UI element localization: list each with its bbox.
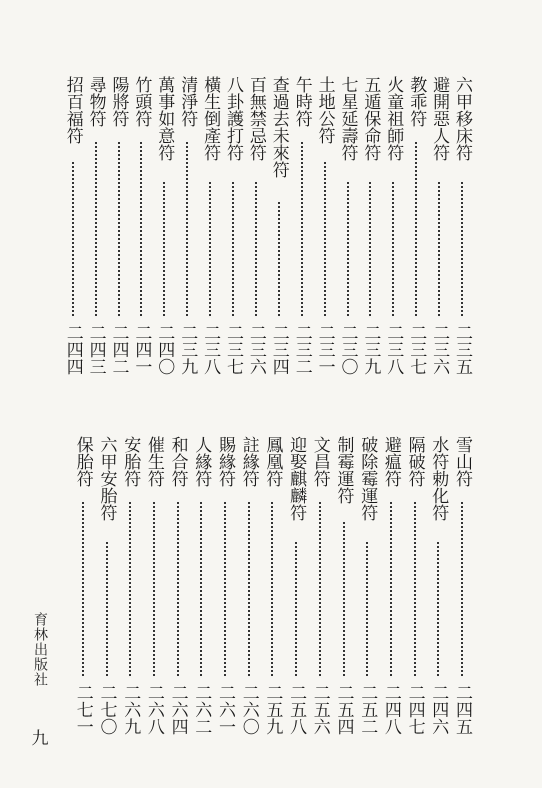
dot-leader	[461, 182, 463, 316]
toc-entry	[131, 76, 151, 386]
dot-leader	[95, 142, 97, 316]
entry-title: 避開惡人符	[429, 76, 450, 161]
dot-leader	[255, 182, 257, 316]
dot-leader	[414, 502, 416, 676]
toc-entry	[292, 76, 312, 386]
dot-leader	[224, 502, 226, 676]
dot-leader	[347, 182, 349, 316]
dot-leader	[200, 502, 202, 676]
entry-title: 安胎符	[120, 436, 141, 487]
dot-leader	[319, 502, 321, 676]
entry-page-number: 二三二	[291, 324, 312, 375]
dot-leader	[271, 502, 273, 676]
entry-title: 六甲安胎符	[96, 436, 117, 521]
toc-section-bottom	[0, 436, 542, 746]
dot-leader	[438, 182, 440, 316]
entry-page-number: 二五九	[262, 684, 283, 735]
toc-entry	[360, 76, 380, 386]
toc-entry	[154, 76, 174, 386]
entry-title: 百無禁忌符	[245, 76, 266, 161]
entry-page-number: 二五四	[333, 684, 354, 735]
publisher-name: 育林出版社	[32, 612, 48, 687]
toc-entry	[334, 436, 354, 746]
entry-page-number: 二三六	[429, 324, 450, 375]
dot-leader	[366, 542, 368, 676]
entry-page-number: 二三〇	[337, 324, 358, 375]
entry-page-number: 二四七	[404, 684, 425, 735]
entry-title: 迎娶麒麟符	[286, 436, 307, 521]
entry-page-number: 二三四	[268, 324, 289, 375]
entry-title: 隔破符	[404, 436, 425, 487]
entry-page-number: 二四八	[380, 684, 401, 735]
entry-title: 七星延壽符	[337, 76, 358, 161]
entry-title: 人緣符	[191, 436, 212, 487]
entry-page-number: 二七一	[72, 684, 93, 735]
toc-entry	[246, 76, 266, 386]
toc-entry	[405, 436, 425, 746]
toc-entry	[144, 436, 164, 746]
toc-entry	[381, 436, 401, 746]
toc-entry	[429, 76, 449, 386]
toc-entry	[223, 76, 243, 386]
entry-title: 六甲移床符	[452, 76, 472, 161]
toc-entry	[177, 76, 197, 386]
toc-entry	[200, 76, 220, 386]
toc-entry	[73, 436, 93, 746]
dot-leader	[72, 162, 74, 316]
entry-title: 文昌符	[309, 436, 330, 487]
toc-entry	[338, 76, 358, 386]
toc-entry	[269, 76, 289, 386]
page-number: 九	[31, 729, 49, 749]
entry-title: 雪山符	[452, 436, 472, 487]
entry-page-number: 二三七	[223, 324, 243, 375]
entry-page-number: 二四二	[108, 324, 129, 375]
dot-leader	[106, 542, 108, 676]
dot-leader	[248, 502, 250, 676]
entry-page-number: 二四〇	[154, 324, 175, 375]
toc-entry	[120, 436, 140, 746]
dot-leader	[209, 182, 211, 316]
dot-leader	[295, 542, 297, 676]
entry-title: 避瘟符	[380, 436, 401, 487]
toc-entry	[452, 76, 472, 386]
entry-title: 鳳凰符	[262, 436, 283, 487]
entry-title: 招百福符	[62, 76, 83, 144]
entry-title: 萬事如意符	[154, 76, 175, 161]
entry-title: 和合符	[167, 436, 188, 487]
entry-page-number: 二五二	[357, 684, 378, 735]
entry-page-number: 二六九	[120, 684, 141, 735]
toc-entry	[191, 436, 211, 746]
dot-leader	[140, 142, 142, 316]
entry-page-number: 二四五	[452, 684, 472, 735]
dot-leader	[324, 162, 326, 316]
entry-title: 催生符	[143, 436, 164, 487]
dot-leader	[177, 502, 179, 676]
entry-title: 五遁保命符	[360, 76, 381, 161]
entry-page-number: 二三五	[452, 324, 472, 375]
entry-title: 火童祖師符	[383, 76, 404, 161]
entry-page-number: 二五八	[286, 684, 307, 735]
entry-page-number: 二四四	[62, 324, 83, 375]
entry-page-number: 二四一	[131, 324, 152, 375]
entry-title: 教乖符	[406, 76, 427, 127]
toc-entry	[168, 436, 188, 746]
toc-section-top	[0, 76, 542, 386]
toc-entry	[428, 436, 448, 746]
entry-page-number: 二三九	[177, 324, 198, 375]
entry-page-number: 二五六	[309, 684, 330, 735]
toc-entry	[383, 76, 403, 386]
entry-page-number: 二四三	[85, 324, 106, 375]
dot-leader	[461, 502, 463, 676]
entry-title: 橫生倒產符	[200, 76, 221, 161]
entry-page-number: 二三七	[406, 324, 427, 375]
toc-entry	[97, 436, 117, 746]
entry-title: 註緣符	[238, 436, 259, 487]
dot-leader	[163, 182, 165, 316]
toc-entry	[239, 436, 259, 746]
dot-leader	[232, 182, 234, 316]
toc-entry	[406, 76, 426, 386]
entry-page-number: 二三六	[245, 324, 266, 375]
toc-entry	[286, 436, 306, 746]
dot-leader	[343, 522, 345, 676]
toc-entry	[452, 436, 472, 746]
entry-page-number: 二三一	[314, 324, 335, 375]
dot-leader	[153, 502, 155, 676]
entry-title: 陽將符	[108, 76, 129, 127]
dot-leader	[129, 502, 131, 676]
dot-leader	[278, 202, 280, 316]
entry-title: 水符勅化符	[428, 436, 449, 521]
entry-page-number: 二三八	[200, 324, 221, 375]
toc-entry	[262, 436, 282, 746]
entry-title: 竹頭符	[131, 76, 152, 127]
dot-leader	[392, 182, 394, 316]
toc-entry	[310, 436, 330, 746]
entry-title: 制霉運符	[333, 436, 354, 504]
entry-page-number: 二三九	[360, 324, 381, 375]
entry-title: 土地公符	[314, 76, 335, 144]
entry-page-number: 二六四	[167, 684, 188, 735]
dot-leader	[390, 502, 392, 676]
entry-page-number: 二六二	[191, 684, 212, 735]
toc-entry	[315, 76, 335, 386]
entry-page-number: 二三八	[383, 324, 404, 375]
entry-title: 午時符	[291, 76, 312, 127]
toc-entry	[357, 436, 377, 746]
dot-leader	[437, 542, 439, 676]
entry-page-number: 二六〇	[238, 684, 259, 735]
entry-title: 清淨符	[177, 76, 198, 127]
entry-title: 賜緣符	[215, 436, 235, 487]
entry-page-number: 二六八	[143, 684, 164, 735]
entry-title: 查過去未來符	[268, 76, 289, 178]
entry-title: 尋物符	[85, 76, 106, 127]
entry-title: 八卦護打符	[223, 76, 243, 161]
entry-title: 破除霉運符	[357, 436, 378, 521]
entry-page-number: 二七〇	[96, 684, 117, 735]
toc-entry	[109, 76, 129, 386]
dot-leader	[415, 142, 417, 316]
toc-entry	[86, 76, 106, 386]
dot-leader	[186, 142, 188, 316]
dot-leader	[118, 142, 120, 316]
dot-leader	[369, 182, 371, 316]
entry-page-number: 二六一	[215, 684, 235, 735]
dot-leader	[82, 502, 84, 676]
toc-entry	[215, 436, 235, 746]
toc-entry	[63, 76, 83, 386]
dot-leader	[301, 142, 303, 316]
entry-page-number: 二四六	[428, 684, 449, 735]
entry-title: 保胎符	[72, 436, 93, 487]
